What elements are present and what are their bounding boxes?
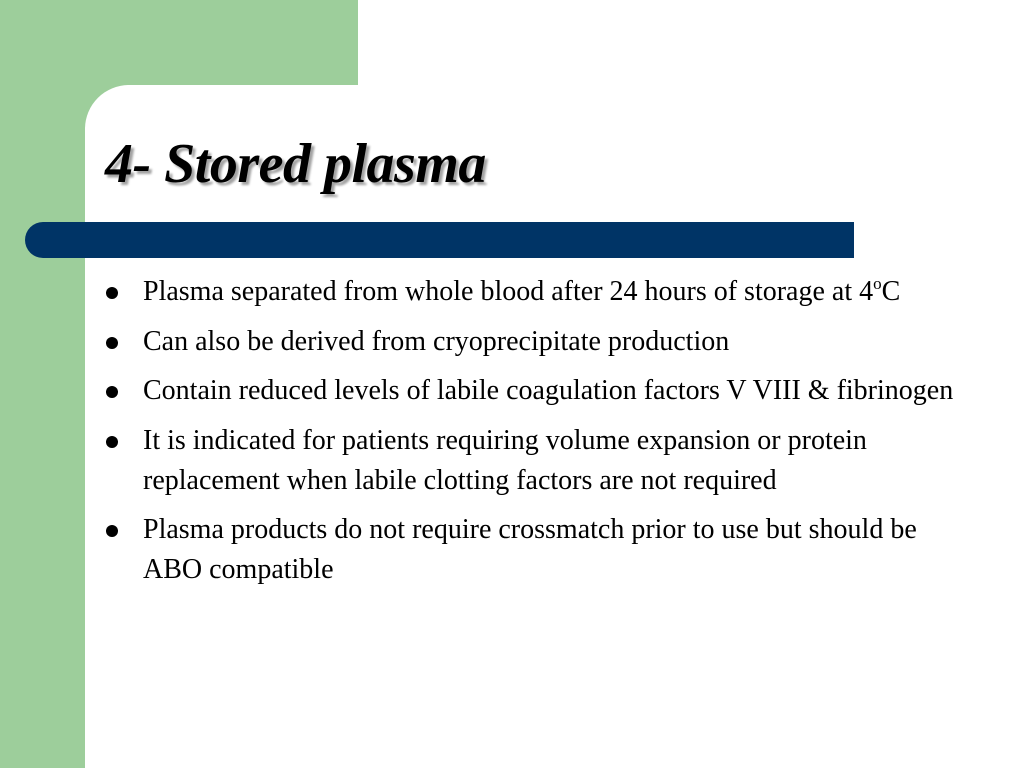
bullet-list (105, 272, 965, 600)
bullet-text: Contain reduced levels of labile coagulation factors V VIII & fibrinogen (143, 375, 954, 406)
bullet-text: Plasma products do not require crossmatch prior to use but should be ABO compatible (143, 514, 917, 585)
title-underline-bar (25, 222, 854, 258)
bullet-icon (106, 287, 118, 299)
superscript-degree: o (873, 274, 882, 293)
bullet-icon (106, 525, 118, 537)
bullet-text: It is indicated for patients requiring volume expansion or protein replacement when labile clotting factors are not required (143, 424, 867, 496)
bullet-text-suffix: C (881, 276, 901, 307)
bullet-item (105, 272, 965, 312)
bullet-item (105, 510, 965, 590)
bullet-text: Can also be derived from cryoprecipitate production (143, 325, 730, 357)
bullet-item (105, 322, 965, 362)
bullet-item (105, 371, 965, 411)
bullet-icon (106, 337, 118, 349)
bullet-icon (106, 436, 118, 448)
slide-title: 4- Stored plasma (105, 133, 486, 195)
bullet-text: Plasma separated from whole blood after 24 hours of storage at 4 (143, 276, 874, 307)
bullet-icon (106, 386, 118, 398)
bullet-item (105, 421, 965, 501)
